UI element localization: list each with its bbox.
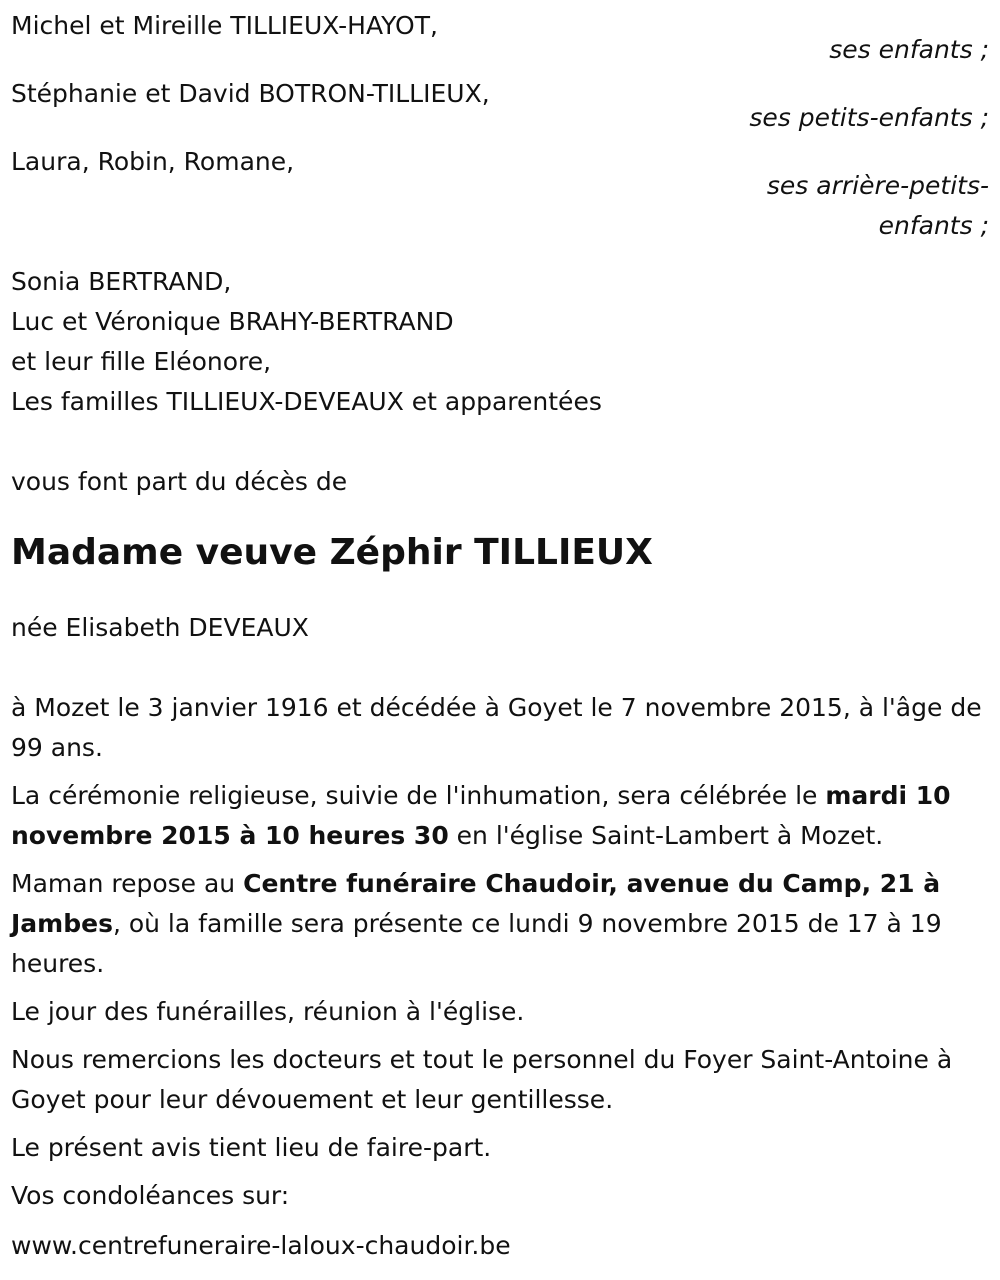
family-name-great-grandchildren: Laura, Robin, Romane, xyxy=(11,147,295,176)
other-relative-line: Les familles TILLIEUX-DEVEAUX et apparentées xyxy=(11,387,602,416)
condolences-paragraph: Vos condoléances sur: xyxy=(11,1181,290,1210)
family-name-grandchildren: Stéphanie et David BOTRON-TILLIEUX, xyxy=(11,79,490,108)
thanks-paragraph: Nous remercions les docteurs et tout le personnel du Foyer Saint-Antoine à Goyet pour leur dévouement et leur gentillesse. xyxy=(11,1045,953,1114)
ceremony-text-pre: La cérémonie religieuse, suivie de l'inhumation, sera célébrée le xyxy=(11,781,826,810)
family-block-great-grandchildren xyxy=(11,142,991,246)
announcement-text: vous font part du décès de xyxy=(11,467,348,496)
funeral-home-address: Centre funéraire Chaudoir, avenue du Camp, 21 à Jambes xyxy=(11,869,941,938)
ceremony-text-post: en l'église Saint-Lambert à Mozet. xyxy=(448,821,884,850)
birth-death-paragraph: à Mozet le 3 janvier 1916 et décédée à Goyet le 7 novembre 2015, à l'âge de 99 ans. xyxy=(11,693,982,762)
rest-text-pre: Maman repose au xyxy=(11,869,244,898)
rest-text-post: , où la famille sera présente ce lundi 9 novembre 2015 de 17 à 19 heures. xyxy=(11,909,942,978)
family-relation-great-grandchildren: ses arrière-petits-enfants ; xyxy=(766,171,989,240)
family-name-children: Michel et Mireille TILLIEUX-HAYOT, xyxy=(11,11,438,40)
family-block-grandchildren xyxy=(11,74,991,138)
other-relative-line: et leur fille Eléonore, xyxy=(11,347,272,376)
rest-paragraph xyxy=(11,864,991,984)
ceremony-date-time: mardi 10 novembre 2015 à 10 heures 30 xyxy=(11,781,951,850)
ceremony-paragraph xyxy=(11,776,991,856)
other-relative-line: Sonia BERTRAND, xyxy=(11,267,232,296)
other-relatives xyxy=(11,262,991,422)
notice-paragraph: Le présent avis tient lieu de faire-part. xyxy=(11,1133,492,1162)
condolences-website-link[interactable]: www.centrefuneraire-laloux-chaudoir.be xyxy=(11,1231,511,1260)
family-relation-grandchildren: ses petits-enfants ; xyxy=(749,103,989,132)
deceased-name: Madame veuve Zéphir TILLIEUX xyxy=(11,532,653,573)
other-relative-line: Luc et Véronique BRAHY-BERTRAND xyxy=(11,307,454,336)
death-notice xyxy=(11,6,991,1266)
family-relation-children: ses enfants ; xyxy=(829,35,989,64)
family-block-children xyxy=(11,6,991,70)
deceased-birth-name: née Elisabeth DEVEAUX xyxy=(11,613,309,642)
reunion-paragraph: Le jour des funérailles, réunion à l'église. xyxy=(11,997,525,1026)
